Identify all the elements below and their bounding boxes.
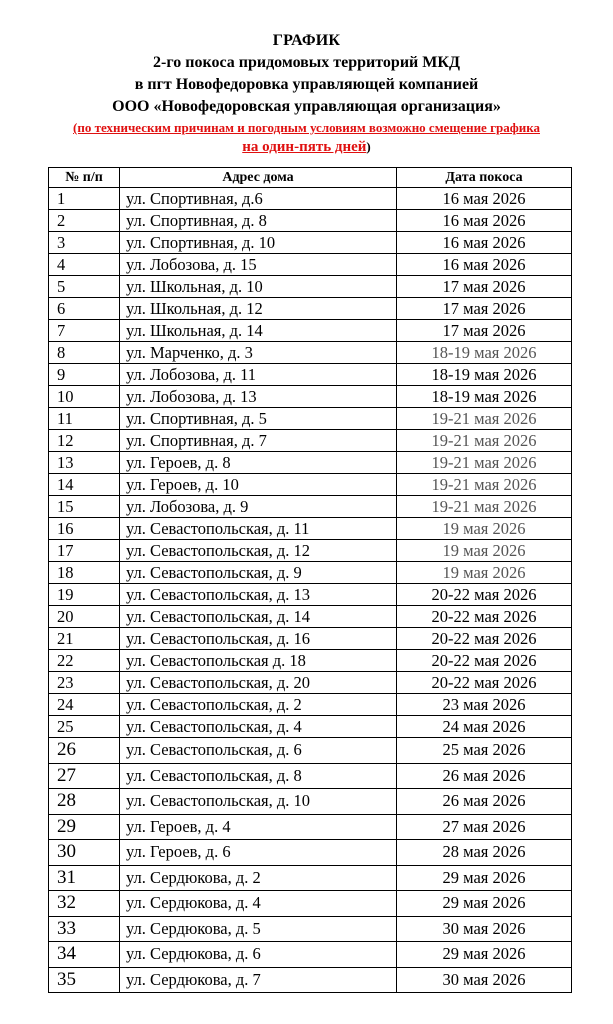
row-date: 29 мая 2026 (397, 942, 572, 968)
row-address: ул. Севастопольская, д. 12 (120, 540, 397, 562)
table-row (49, 518, 572, 540)
table-row (49, 865, 572, 891)
row-number: 9 (49, 364, 120, 386)
row-date: 17 мая 2026 (397, 298, 572, 320)
row-address: ул. Спортивная, д. 8 (120, 210, 397, 232)
table-row (49, 430, 572, 452)
row-number: 20 (49, 606, 120, 628)
row-date: 28 мая 2026 (397, 840, 572, 866)
row-date: 26 мая 2026 (397, 789, 572, 815)
row-number: 15 (49, 496, 120, 518)
row-number: 26 (49, 738, 120, 764)
row-number: 14 (49, 474, 120, 496)
note-shift-days: на один-пять дней (242, 139, 367, 155)
row-number: 8 (49, 342, 120, 364)
row-address: ул. Севастопольская, д. 4 (120, 716, 397, 738)
row-number: 30 (49, 840, 120, 866)
row-address: ул. Севастопольская, д. 16 (120, 628, 397, 650)
table-row (49, 606, 572, 628)
row-number: 27 (49, 763, 120, 789)
row-date: 19 мая 2026 (397, 518, 572, 540)
table-row (49, 562, 572, 584)
row-date: 30 мая 2026 (397, 916, 572, 942)
row-address: ул. Лобозова, д. 13 (120, 386, 397, 408)
row-date: 18-19 мая 2026 (397, 386, 572, 408)
column-header-number: № п/п (49, 168, 120, 188)
row-date: 24 мая 2026 (397, 716, 572, 738)
schedule-note (0, 118, 613, 157)
row-address: ул. Лобозова, д. 9 (120, 496, 397, 518)
table-row (49, 452, 572, 474)
row-address: ул. Севастопольская, д. 9 (120, 562, 397, 584)
table-row (49, 386, 572, 408)
table-row (49, 942, 572, 968)
row-number: 35 (49, 967, 120, 993)
table-row (49, 694, 572, 716)
column-header-address: Адрес дома (120, 168, 397, 188)
table-row (49, 298, 572, 320)
row-number: 2 (49, 210, 120, 232)
table-row (49, 232, 572, 254)
row-date: 16 мая 2026 (397, 188, 572, 210)
table-row (49, 210, 572, 232)
row-number: 18 (49, 562, 120, 584)
row-date: 26 мая 2026 (397, 763, 572, 789)
row-date: 20-22 мая 2026 (397, 672, 572, 694)
title-line-2: 2-го покоса придомовых территорий МКД (153, 54, 460, 71)
schedule-table (48, 167, 572, 993)
row-number: 21 (49, 628, 120, 650)
row-date: 20-22 мая 2026 (397, 650, 572, 672)
table-row (49, 628, 572, 650)
table-row (49, 916, 572, 942)
row-address: ул. Сердюкова, д. 2 (120, 865, 397, 891)
row-number: 16 (49, 518, 120, 540)
row-date: 30 мая 2026 (397, 967, 572, 993)
row-number: 1 (49, 188, 120, 210)
row-address: ул. Спортивная, д.6 (120, 188, 397, 210)
row-number: 4 (49, 254, 120, 276)
table-row (49, 276, 572, 298)
table-row (49, 496, 572, 518)
row-date: 20-22 мая 2026 (397, 584, 572, 606)
row-number: 12 (49, 430, 120, 452)
row-address: ул. Школьная, д. 10 (120, 276, 397, 298)
row-date: 19-21 мая 2026 (397, 496, 572, 518)
table-row (49, 320, 572, 342)
row-number: 28 (49, 789, 120, 815)
document-header (0, 30, 613, 157)
row-date: 16 мая 2026 (397, 254, 572, 276)
row-date: 16 мая 2026 (397, 210, 572, 232)
table-row (49, 364, 572, 386)
row-address: ул. Севастопольская, д. 14 (120, 606, 397, 628)
row-address: ул. Севастопольская, д. 13 (120, 584, 397, 606)
table-row (49, 763, 572, 789)
title-line-4: ООО «Новофедоровская управляющая организация» (112, 98, 501, 115)
row-date: 29 мая 2026 (397, 891, 572, 917)
row-date: 19 мая 2026 (397, 540, 572, 562)
row-address: ул. Спортивная, д. 5 (120, 408, 397, 430)
table-row (49, 672, 572, 694)
table-header-row (49, 168, 572, 188)
row-number: 34 (49, 942, 120, 968)
row-number: 11 (49, 408, 120, 430)
row-number: 5 (49, 276, 120, 298)
row-date: 23 мая 2026 (397, 694, 572, 716)
row-number: 10 (49, 386, 120, 408)
table-row (49, 814, 572, 840)
row-date: 20-22 мая 2026 (397, 606, 572, 628)
row-date: 19-21 мая 2026 (397, 430, 572, 452)
table-row (49, 188, 572, 210)
row-number: 32 (49, 891, 120, 917)
row-date: 17 мая 2026 (397, 276, 572, 298)
row-number: 23 (49, 672, 120, 694)
row-address: ул. Севастопольская, д. 11 (120, 518, 397, 540)
row-address: ул. Спортивная, д. 10 (120, 232, 397, 254)
row-date: 19-21 мая 2026 (397, 408, 572, 430)
table-row (49, 584, 572, 606)
table-row (49, 254, 572, 276)
row-address: ул. Героев, д. 10 (120, 474, 397, 496)
row-address: ул. Марченко, д. 3 (120, 342, 397, 364)
row-address: ул. Школьная, д. 14 (120, 320, 397, 342)
row-address: ул. Сердюкова, д. 4 (120, 891, 397, 917)
row-number: 7 (49, 320, 120, 342)
row-address: ул. Сердюкова, д. 7 (120, 967, 397, 993)
row-date: 16 мая 2026 (397, 232, 572, 254)
row-number: 22 (49, 650, 120, 672)
document-title: ГРАФИК (272, 32, 341, 49)
row-number: 25 (49, 716, 120, 738)
row-date: 19-21 мая 2026 (397, 474, 572, 496)
row-address: ул. Севастопольская, д. 6 (120, 738, 397, 764)
row-date: 20-22 мая 2026 (397, 628, 572, 650)
row-number: 3 (49, 232, 120, 254)
table-row (49, 474, 572, 496)
row-address: ул. Героев, д. 4 (120, 814, 397, 840)
row-date: 19 мая 2026 (397, 562, 572, 584)
row-date: 27 мая 2026 (397, 814, 572, 840)
row-address: ул. Севастопольская, д. 2 (120, 694, 397, 716)
row-address: ул. Спортивная, д. 7 (120, 430, 397, 452)
row-number: 6 (49, 298, 120, 320)
row-address: ул. Школьная, д. 12 (120, 298, 397, 320)
row-date: 29 мая 2026 (397, 865, 572, 891)
table-row (49, 650, 572, 672)
row-address: ул. Героев, д. 8 (120, 452, 397, 474)
table-row (49, 789, 572, 815)
row-address: ул. Героев, д. 6 (120, 840, 397, 866)
table-row (49, 967, 572, 993)
row-date: 17 мая 2026 (397, 320, 572, 342)
row-date: 19-21 мая 2026 (397, 452, 572, 474)
row-number: 13 (49, 452, 120, 474)
row-date: 25 мая 2026 (397, 738, 572, 764)
row-number: 24 (49, 694, 120, 716)
row-number: 19 (49, 584, 120, 606)
row-address: ул. Лобозова, д. 15 (120, 254, 397, 276)
row-address: ул. Сердюкова, д. 6 (120, 942, 397, 968)
column-header-date: Дата покоса (397, 168, 572, 188)
table-row (49, 408, 572, 430)
row-address: ул. Севастопольская, д. 8 (120, 763, 397, 789)
row-address: ул. Севастопольская, д. 10 (120, 789, 397, 815)
table-row (49, 540, 572, 562)
row-date: 18-19 мая 2026 (397, 342, 572, 364)
table-row (49, 716, 572, 738)
row-date: 18-19 мая 2026 (397, 364, 572, 386)
note-text: (по техническим причинам и погодным условиям возможно смещение графика (73, 120, 540, 135)
table-row (49, 840, 572, 866)
table-row (49, 891, 572, 917)
row-number: 31 (49, 865, 120, 891)
table-row (49, 738, 572, 764)
row-number: 17 (49, 540, 120, 562)
row-address: ул. Севастопольская, д. 20 (120, 672, 397, 694)
table-row (49, 342, 572, 364)
row-address: ул. Лобозова, д. 11 (120, 364, 397, 386)
row-address: ул. Севастопольская д. 18 (120, 650, 397, 672)
note-close-paren: ) (366, 139, 371, 154)
row-number: 29 (49, 814, 120, 840)
title-line-3: в пгт Новофедоровка управляющей компанией (134, 76, 479, 93)
row-address: ул. Сердюкова, д. 5 (120, 916, 397, 942)
row-number: 33 (49, 916, 120, 942)
